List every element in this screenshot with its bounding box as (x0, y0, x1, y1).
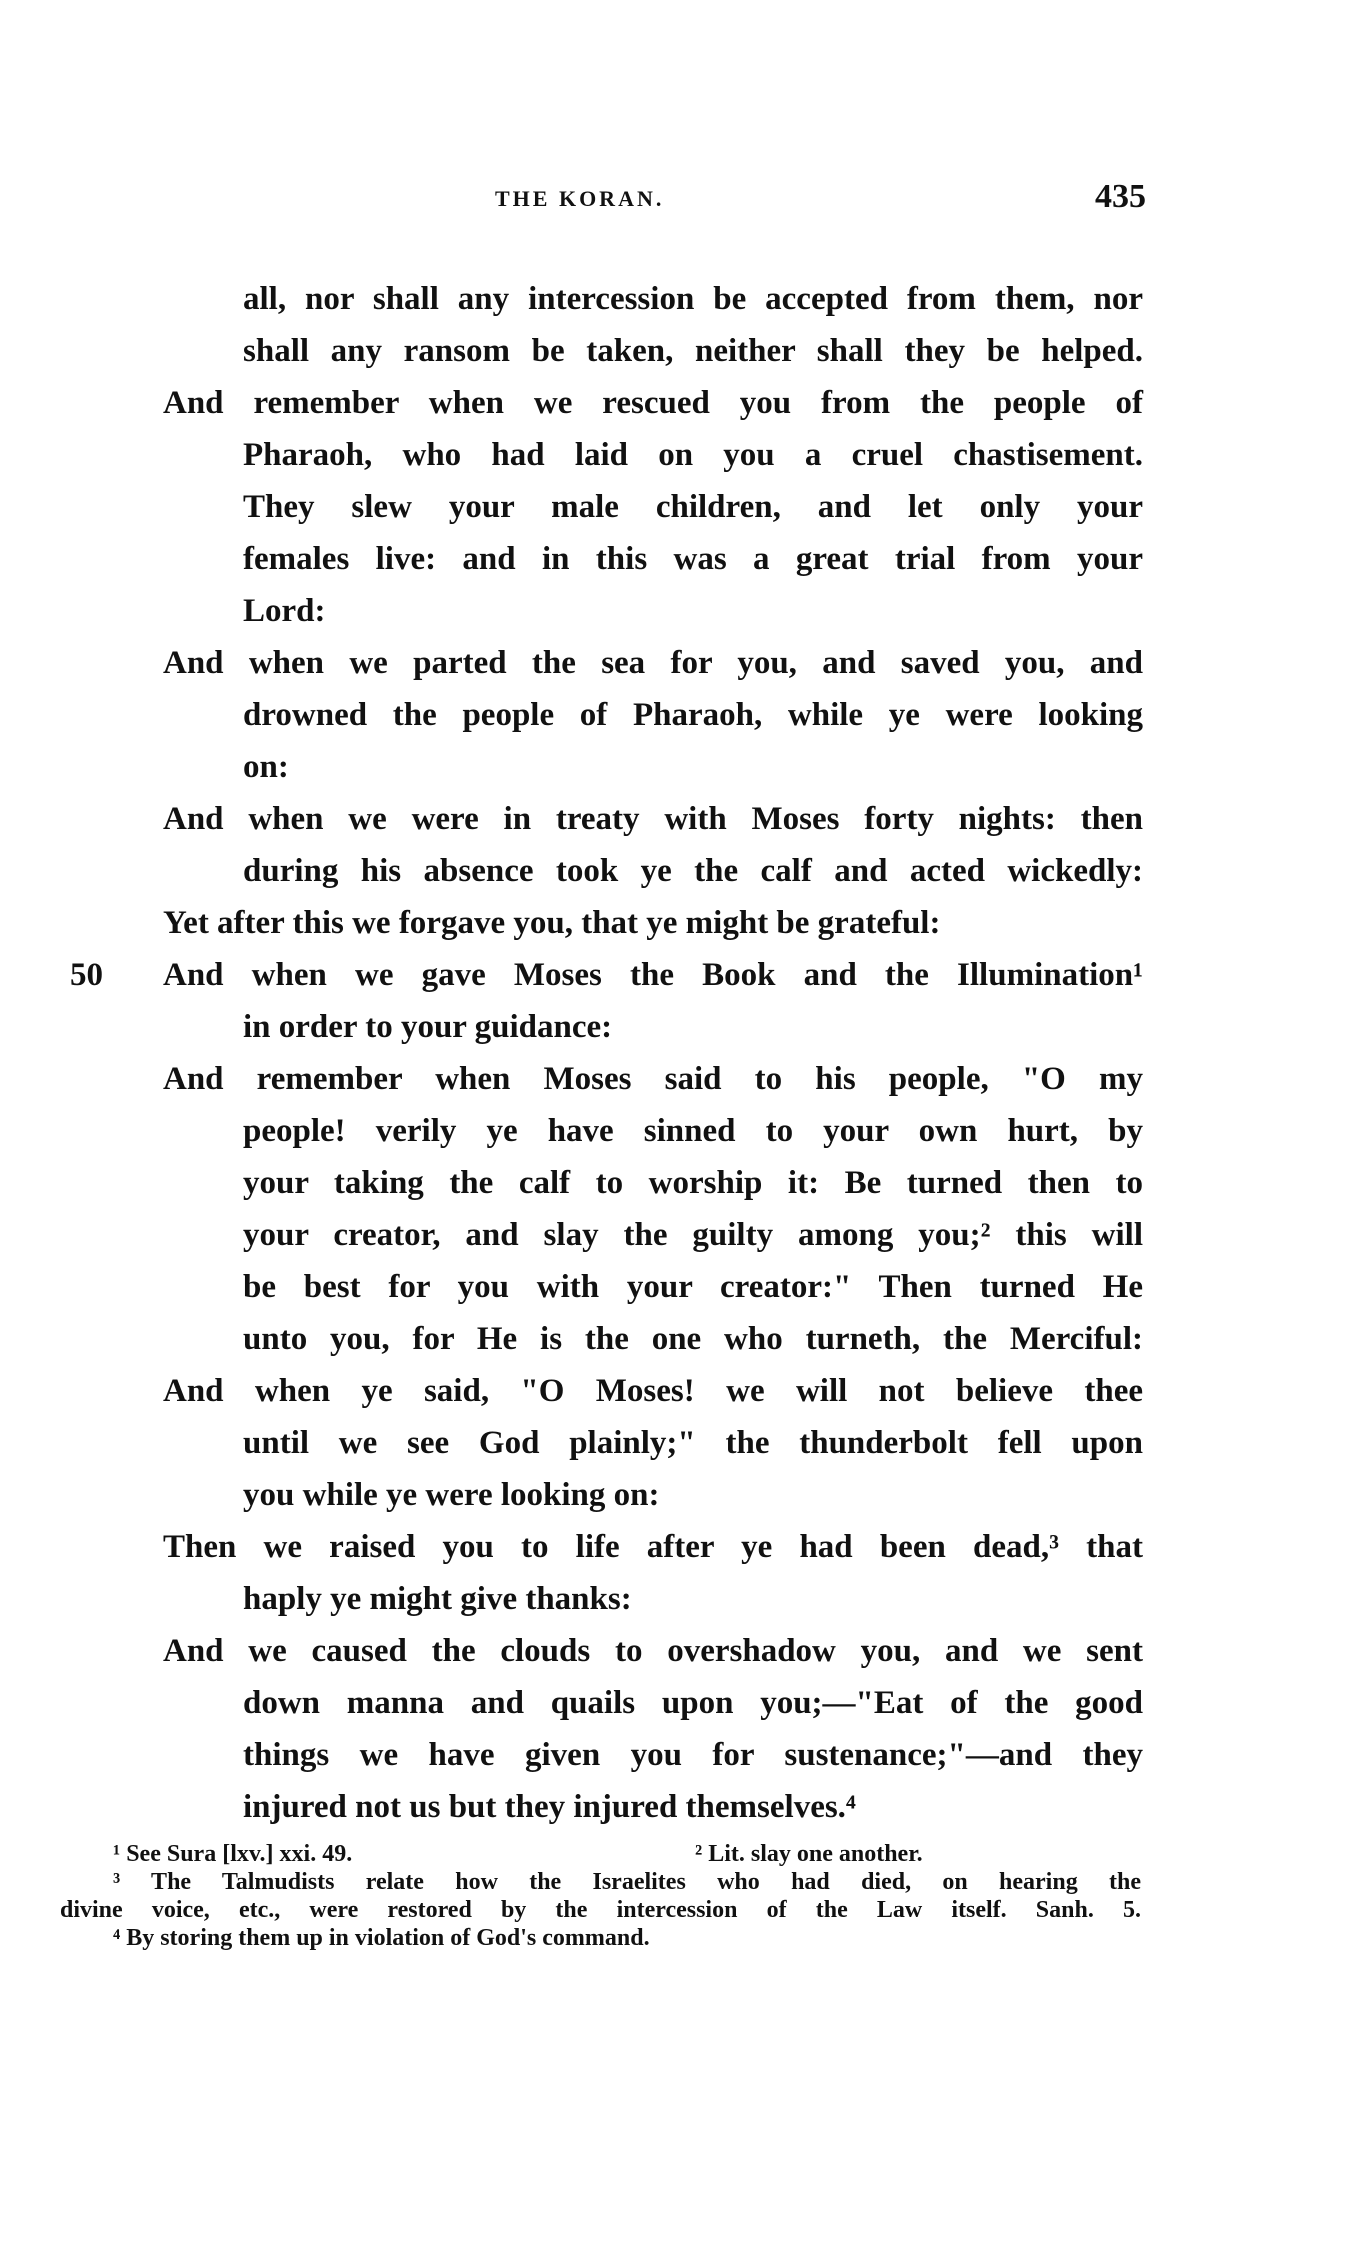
running-header (0, 178, 1358, 218)
text-line: shall any ransom be taken, neither shall they be helped. (243, 333, 1143, 369)
text-line: Then we raised you to life after ye had been dead,³ that (163, 1529, 1143, 1565)
running-title: THE KORAN. (495, 186, 665, 211)
text-line: And remember when we rescued you from the people of (163, 385, 1143, 421)
text-line: your taking the calf to worship it: Be turned then to (243, 1165, 1143, 1201)
text-line: And when we gave Moses the Book and the Illumination¹ (163, 957, 1143, 993)
text-line: down manna and quails upon you;—"Eat of the good (243, 1685, 1143, 1721)
text-line: Yet after this we forgave you, that ye might be grateful: (163, 905, 941, 941)
text-line: And we caused the clouds to overshadow you, and we sent (163, 1633, 1143, 1669)
page-number: 435 (1095, 178, 1146, 215)
footnote-4: ⁴ By storing them up in violation of God's command. (113, 1925, 650, 1951)
text-line: And when ye said, "O Moses! we will not believe thee (163, 1373, 1143, 1409)
text-line: And when we parted the sea for you, and saved you, and (163, 645, 1143, 681)
text-line: people! verily ye have sinned to your own hurt, by (243, 1113, 1143, 1149)
text-line: on: (243, 749, 289, 785)
text-line: injured not us but they injured themselves.⁴ (243, 1789, 856, 1825)
text-line: in order to your guidance: (243, 1009, 613, 1045)
text-line: And when we were in treaty with Moses forty nights: then (163, 801, 1143, 837)
verse-number: 50 (70, 957, 103, 993)
text-line: all, nor shall any intercession be accepted from them, nor (243, 281, 1143, 317)
footnote-3-line-2: divine voice, etc., were restored by the intercession of the Law itself. Sanh. 5. (60, 1897, 1141, 1923)
footnote-2: ² Lit. slay one another. (695, 1841, 923, 1867)
text-line: haply ye might give thanks: (243, 1581, 632, 1617)
text-line: Lord: (243, 593, 326, 629)
text-line: you while ye were looking on: (243, 1477, 660, 1513)
text-line: during his absence took ye the calf and acted wickedly: (243, 853, 1143, 889)
text-line: unto you, for He is the one who turneth, the Merciful: (243, 1321, 1143, 1357)
text-line: And remember when Moses said to his people, "O my (163, 1061, 1143, 1097)
text-line: be best for you with your creator:" Then turned He (243, 1269, 1143, 1305)
text-line: Pharaoh, who had laid on you a cruel chastisement. (243, 437, 1143, 473)
footnote-1: ¹ See Sura [lxv.] xxi. 49. (113, 1841, 353, 1867)
text-line: things we have given you for sustenance;"—and they (243, 1737, 1143, 1773)
text-line: drowned the people of Pharaoh, while ye were looking (243, 697, 1143, 733)
text-line: They slew your male children, and let only your (243, 489, 1143, 525)
footnote-3-line-1: ³ The Talmudists relate how the Israelites who had died, on hearing the (113, 1869, 1141, 1895)
text-line: until we see God plainly;" the thunderbolt fell upon (243, 1425, 1143, 1461)
text-line: females live: and in this was a great trial from your (243, 541, 1143, 577)
text-line: your creator, and slay the guilty among you;² this will (243, 1217, 1143, 1253)
